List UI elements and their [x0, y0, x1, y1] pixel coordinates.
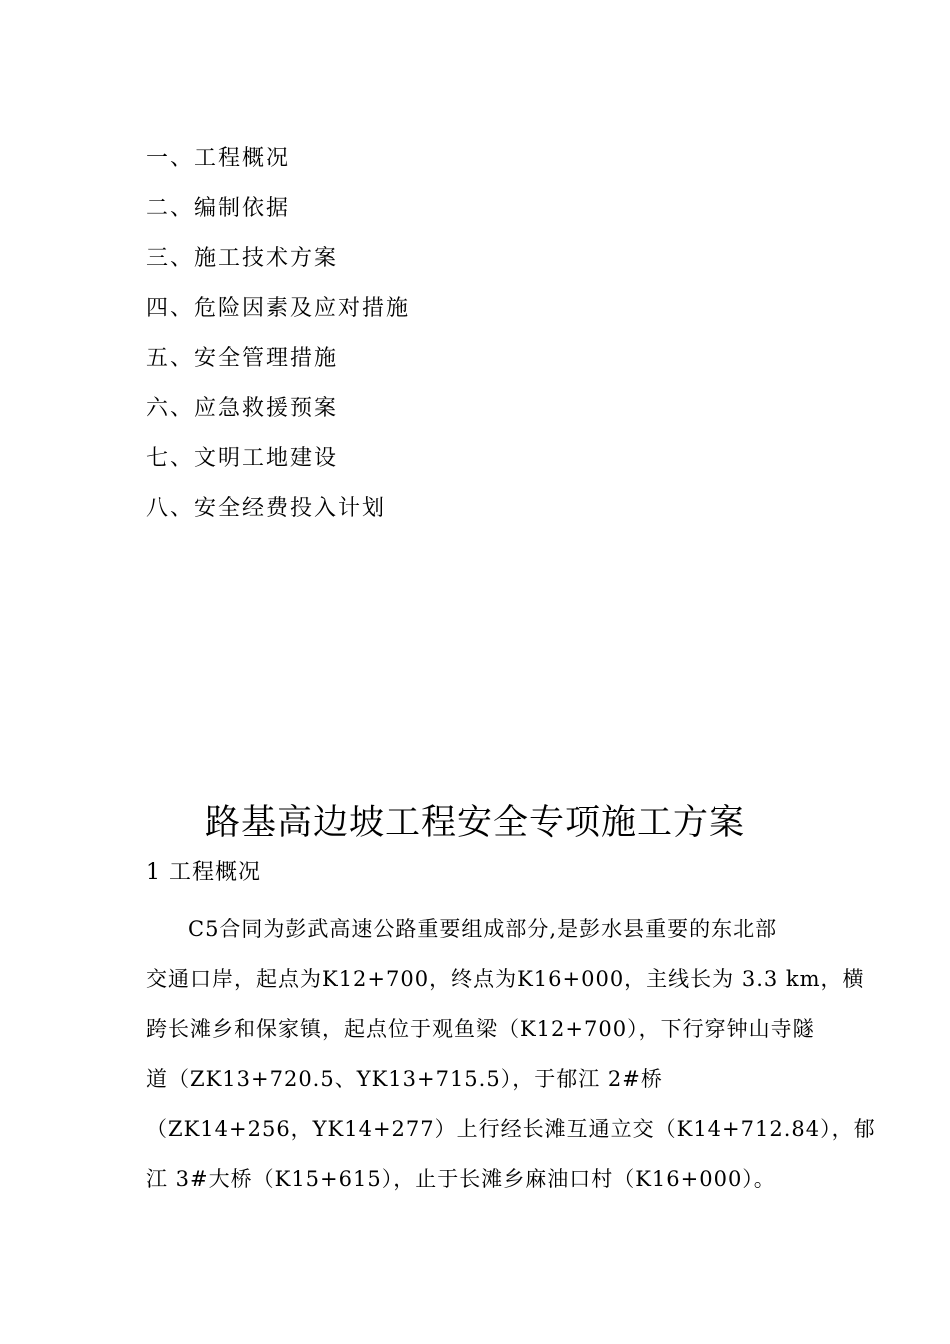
document-title: 路基高边坡工程安全专项施工方案: [204, 803, 745, 843]
section-paragraph: [146, 904, 876, 1204]
toc-item: 三、施工技术方案: [146, 246, 339, 271]
toc-item: 七、文明工地建设: [146, 446, 339, 471]
table-of-contents: [146, 134, 410, 534]
section-heading: 1 工程概况: [146, 860, 261, 885]
paragraph-line: 跨长滩乡和保家镇，起点位于观鱼梁（K12+700），下行穿钟山寺隧: [146, 1017, 815, 1041]
toc-item: 六、应急救援预案: [146, 396, 339, 421]
toc-item: 五、安全管理措施: [146, 346, 339, 371]
paragraph-line: C5合同为彭武高速公路重要组成部分,是彭水县重要的东北部: [188, 917, 778, 941]
paragraph-line: 江 3#大桥（K15+615），止于长滩乡麻油口村（K16+000）。: [146, 1167, 776, 1191]
paragraph-line: 交通口岸，起点为K12+700，终点为K16+000，主线长为 3.3 km，横: [146, 967, 865, 991]
toc-item: 四、危险因素及应对措施: [146, 296, 411, 321]
toc-item: 一、工程概况: [146, 146, 291, 171]
paragraph-line: 道（ZK13+720.5、YK13+715.5），于郁江 2#桥: [146, 1067, 663, 1091]
toc-item: 八、安全经费投入计划: [146, 496, 387, 521]
toc-item: 二、编制依据: [146, 196, 291, 221]
paragraph-line: （ZK14+256，YK14+277）上行经长滩互通立交（K14+712.84），郁: [146, 1117, 876, 1141]
